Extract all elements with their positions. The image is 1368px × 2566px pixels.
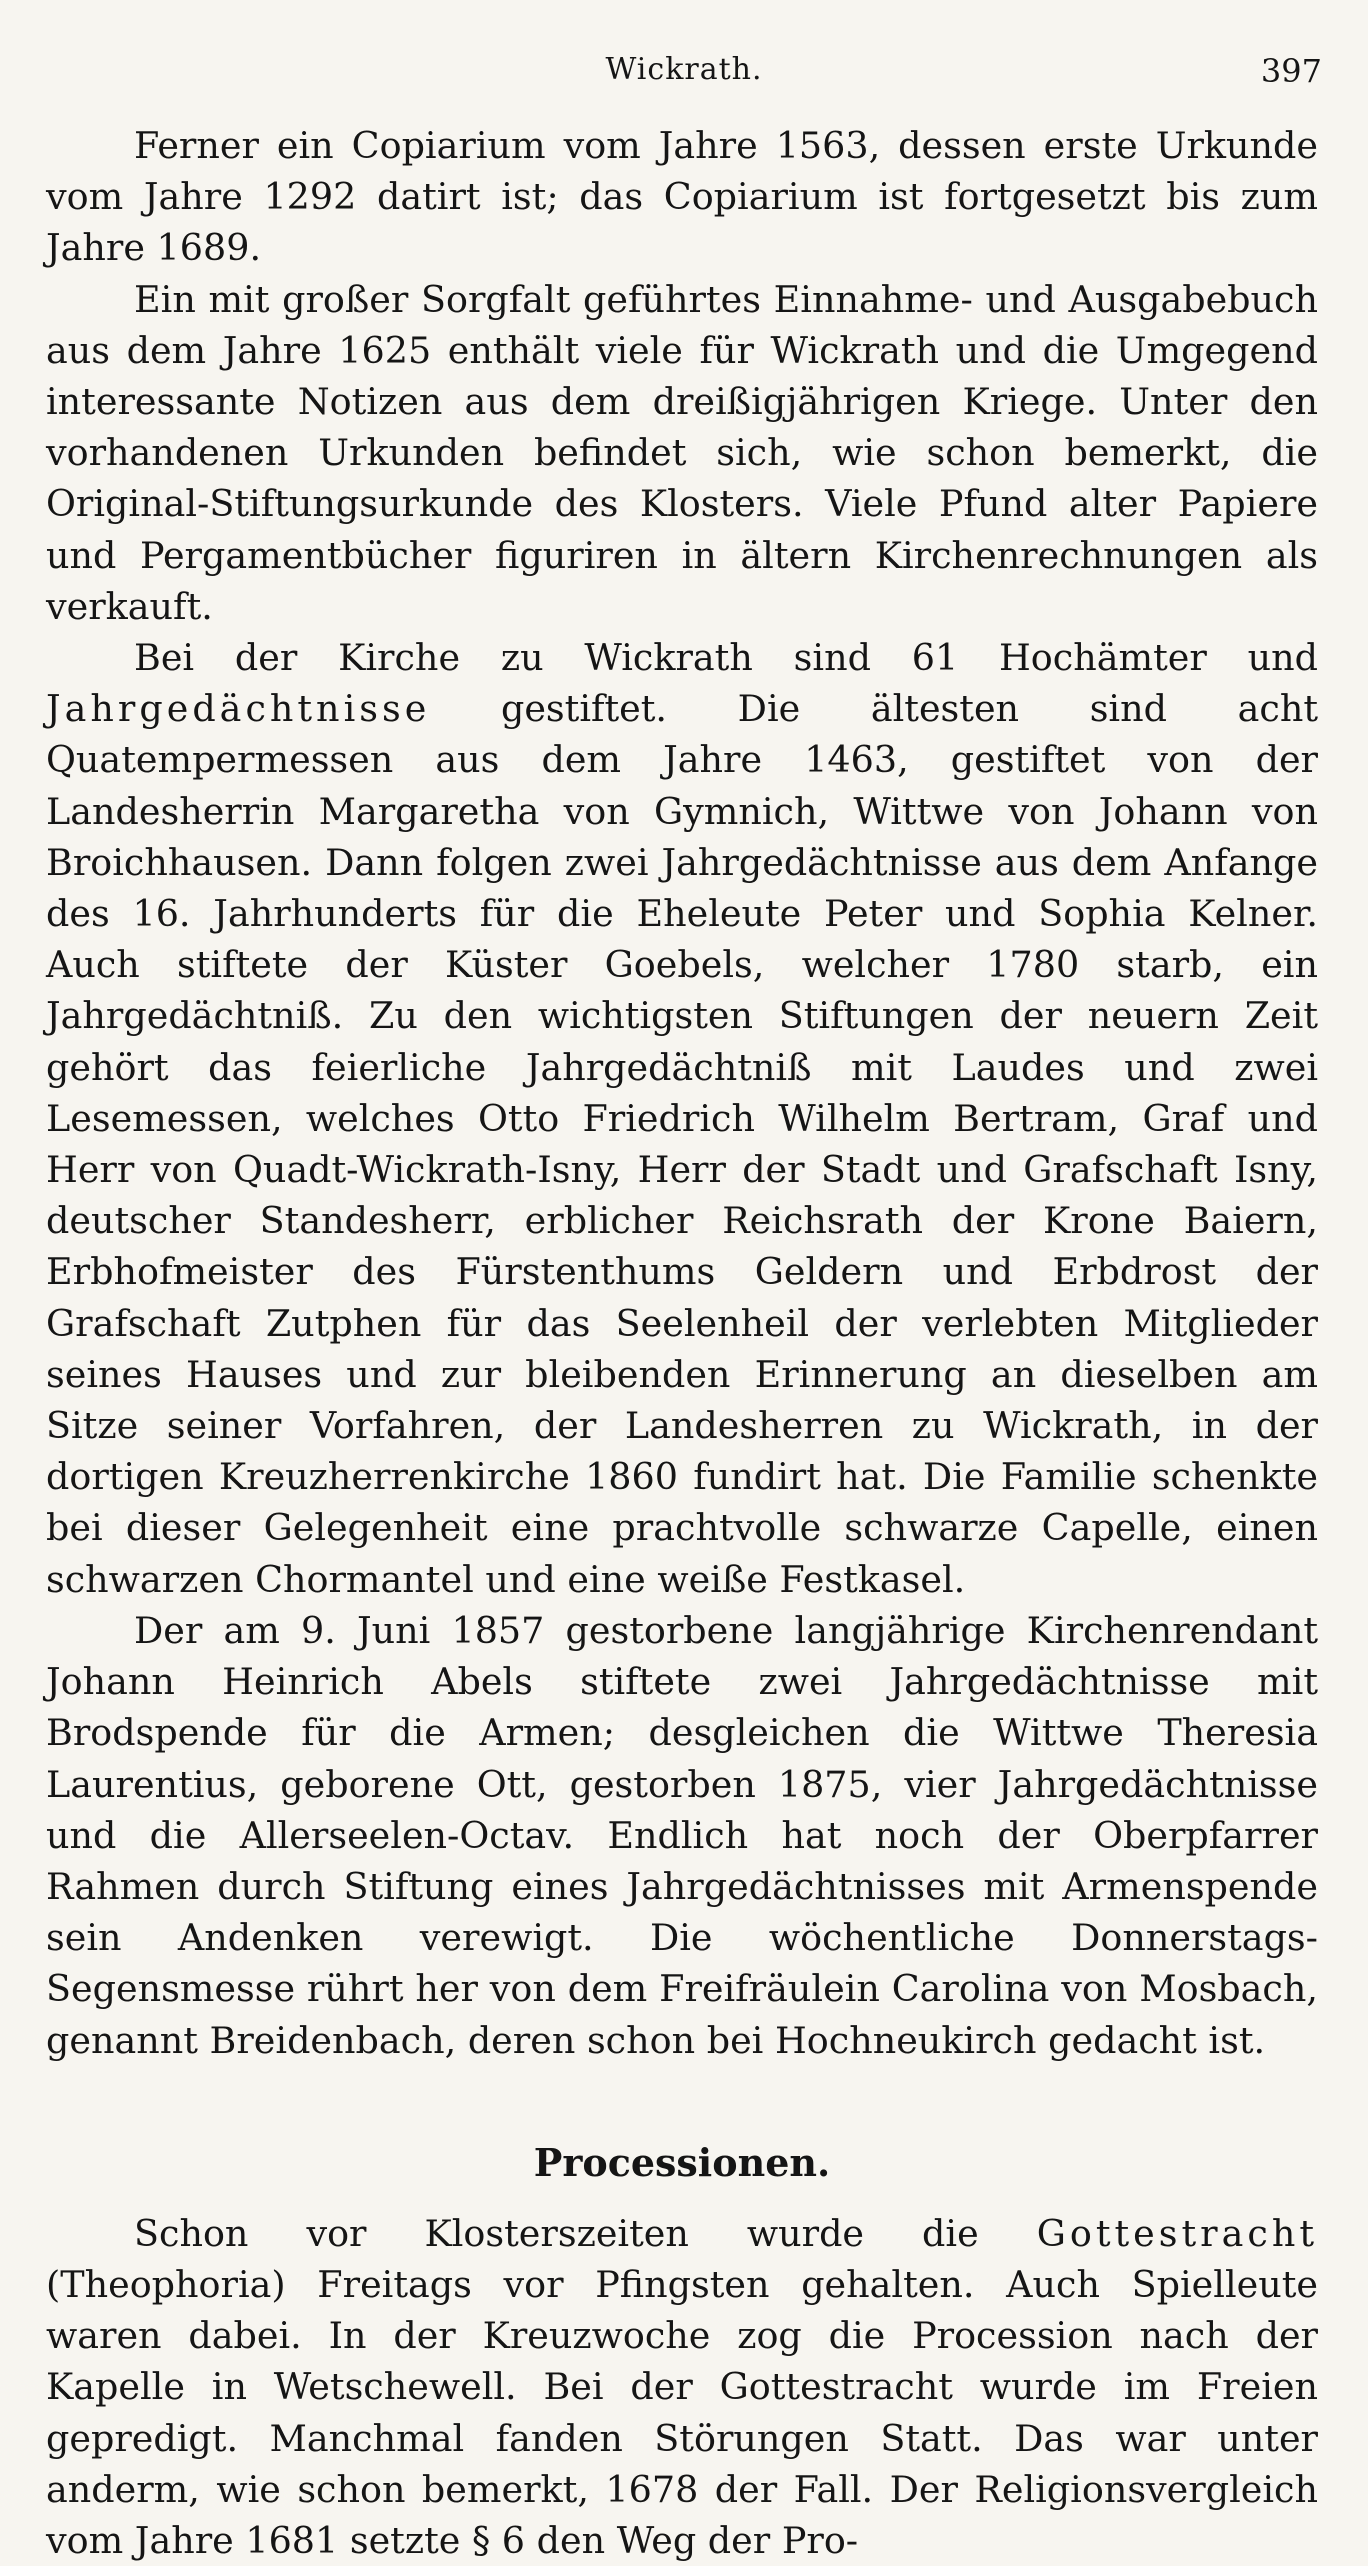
- paragraph-stiftungen-start: Bei der Kirche zu Wickrath sind 61 Hochämter und: [134, 636, 1318, 680]
- page-number: 397: [1260, 52, 1322, 90]
- paragraph-stiftungen-rest: gestiftet. Die ältesten sind acht Quatempermessen aus dem Jahre 1463, gestiftet von der Landesherrin Margaretha von Gymnich, Wittwe von Johann von Broichhausen. Dann folgen zwei Jahrgedächtnisse aus dem Anfange des 16. Jahrhunderts für die Eheleute Peter und Sophia Kelner. Auch stiftete der Küster Goebels, welcher 1780 starb, ein Jahrgedächtniß. Zu den wichtigsten Stiftungen der neuern Zeit gehört das feierliche Jahrgedächtniß mit Laudes und zwei Lesemessen, welches Otto Friedrich Wilhelm Bertram, Graf und Herr von Quadt-Wickrath-Isny, Herr der Stadt und Grafschaft Isny, deutscher Standesherr, erblicher Reichsrath der Krone Baiern, Erbhofmeister des Fürstenthums Geldern und Erbdrost der Grafschaft Zutphen für das Seelenheil der verlebten Mitglieder seines Hauses und zur bleibenden Erinnerung an dieselben am Sitze seiner Vorfahren, der Landesherren zu Wickrath, in der dortigen Kreuzherrenkirche 1860 fundirt hat. Die Familie schenkte bei dieser Gelegenheit eine prachtvolle schwarze Capelle, einen schwarzen Chormantel und eine weiße Festkasel.: [46, 687, 1318, 1601]
- emphasis-gottestracht: Gottestracht: [1036, 2211, 1318, 2255]
- paragraph-processionen-start: Schon vor Klosterszeiten wurde die: [134, 2211, 979, 2255]
- paragraph-abels: Der am 9. Juni 1857 gestorbene langjährige Kirchenrendant Johann Heinrich Abels stiftete zwei Jahrgedächtnisse mit Brodspende für die Armen; desgleichen die Wittwe Theresia Laurentius, geborene Ott, gestorben 1875, vier Jahrgedächtnisse und die Allerseelen-Octav. Endlich hat noch der Oberpfarrer Rahmen durch Stiftung eines Jahrgedächtnisses mit Armenspende sein Andenken verewigt. Die wöchentliche Donnerstags-Segensmesse rührt her von dem Freifräulein Carolina von Mosbach, genannt Breidenbach, deren schon bei Hochneukirch gedacht ist.: [46, 1608, 1318, 2062]
- paragraph-copiarium: Ferner ein Copiarium vom Jahre 1563, dessen erste Urkunde vom Jahre 1292 datirt ist; das Copiarium ist fortgesetzt bis zum Jahre 1689.: [46, 124, 1318, 270]
- paragraph-processionen: [46, 2208, 1318, 2566]
- paragraph-ausgabebuch: Ein mit großer Sorgfalt geführtes Einnahme- und Ausgabebuch aus dem Jahre 1625 enthält viele für Wickrath und die Umgegend interessante Notizen aus dem dreißigjährigen Kriege. Unter den vorhandenen Urkunden befindet sich, wie schon bemerkt, die Original-Stiftungsurkunde des Klosters. Viele Pfund alter Papiere und Pergamentbücher figuriren in ältern Kirchenrechnungen als verkauft.: [46, 277, 1318, 628]
- paragraph-processionen-rest: (Theophoria) Freitags vor Pfingsten gehalten. Auch Spielleute waren dabei. In der Kreuzwoche zog die Procession nach der Kapelle in Wetschewell. Bei der Gottestracht wurde im Freien gepredigt. Manchmal fanden Störungen Statt. Das war unter anderm, wie schon bemerkt, 1678 der Fall. Der Religionsvergleich vom Jahre 1681 setzte § 6 den Weg der Pro-: [46, 2262, 1318, 2562]
- running-title: Wickrath.: [605, 52, 763, 87]
- paragraph-stiftungen: [46, 632, 1318, 1605]
- running-head: [0, 52, 1368, 92]
- section-heading-processionen: Processionen.: [533, 2139, 831, 2185]
- emphasis-jahrgedaechtnisse: Jahrgedächtnisse: [46, 687, 431, 731]
- body-text: [46, 120, 1318, 2566]
